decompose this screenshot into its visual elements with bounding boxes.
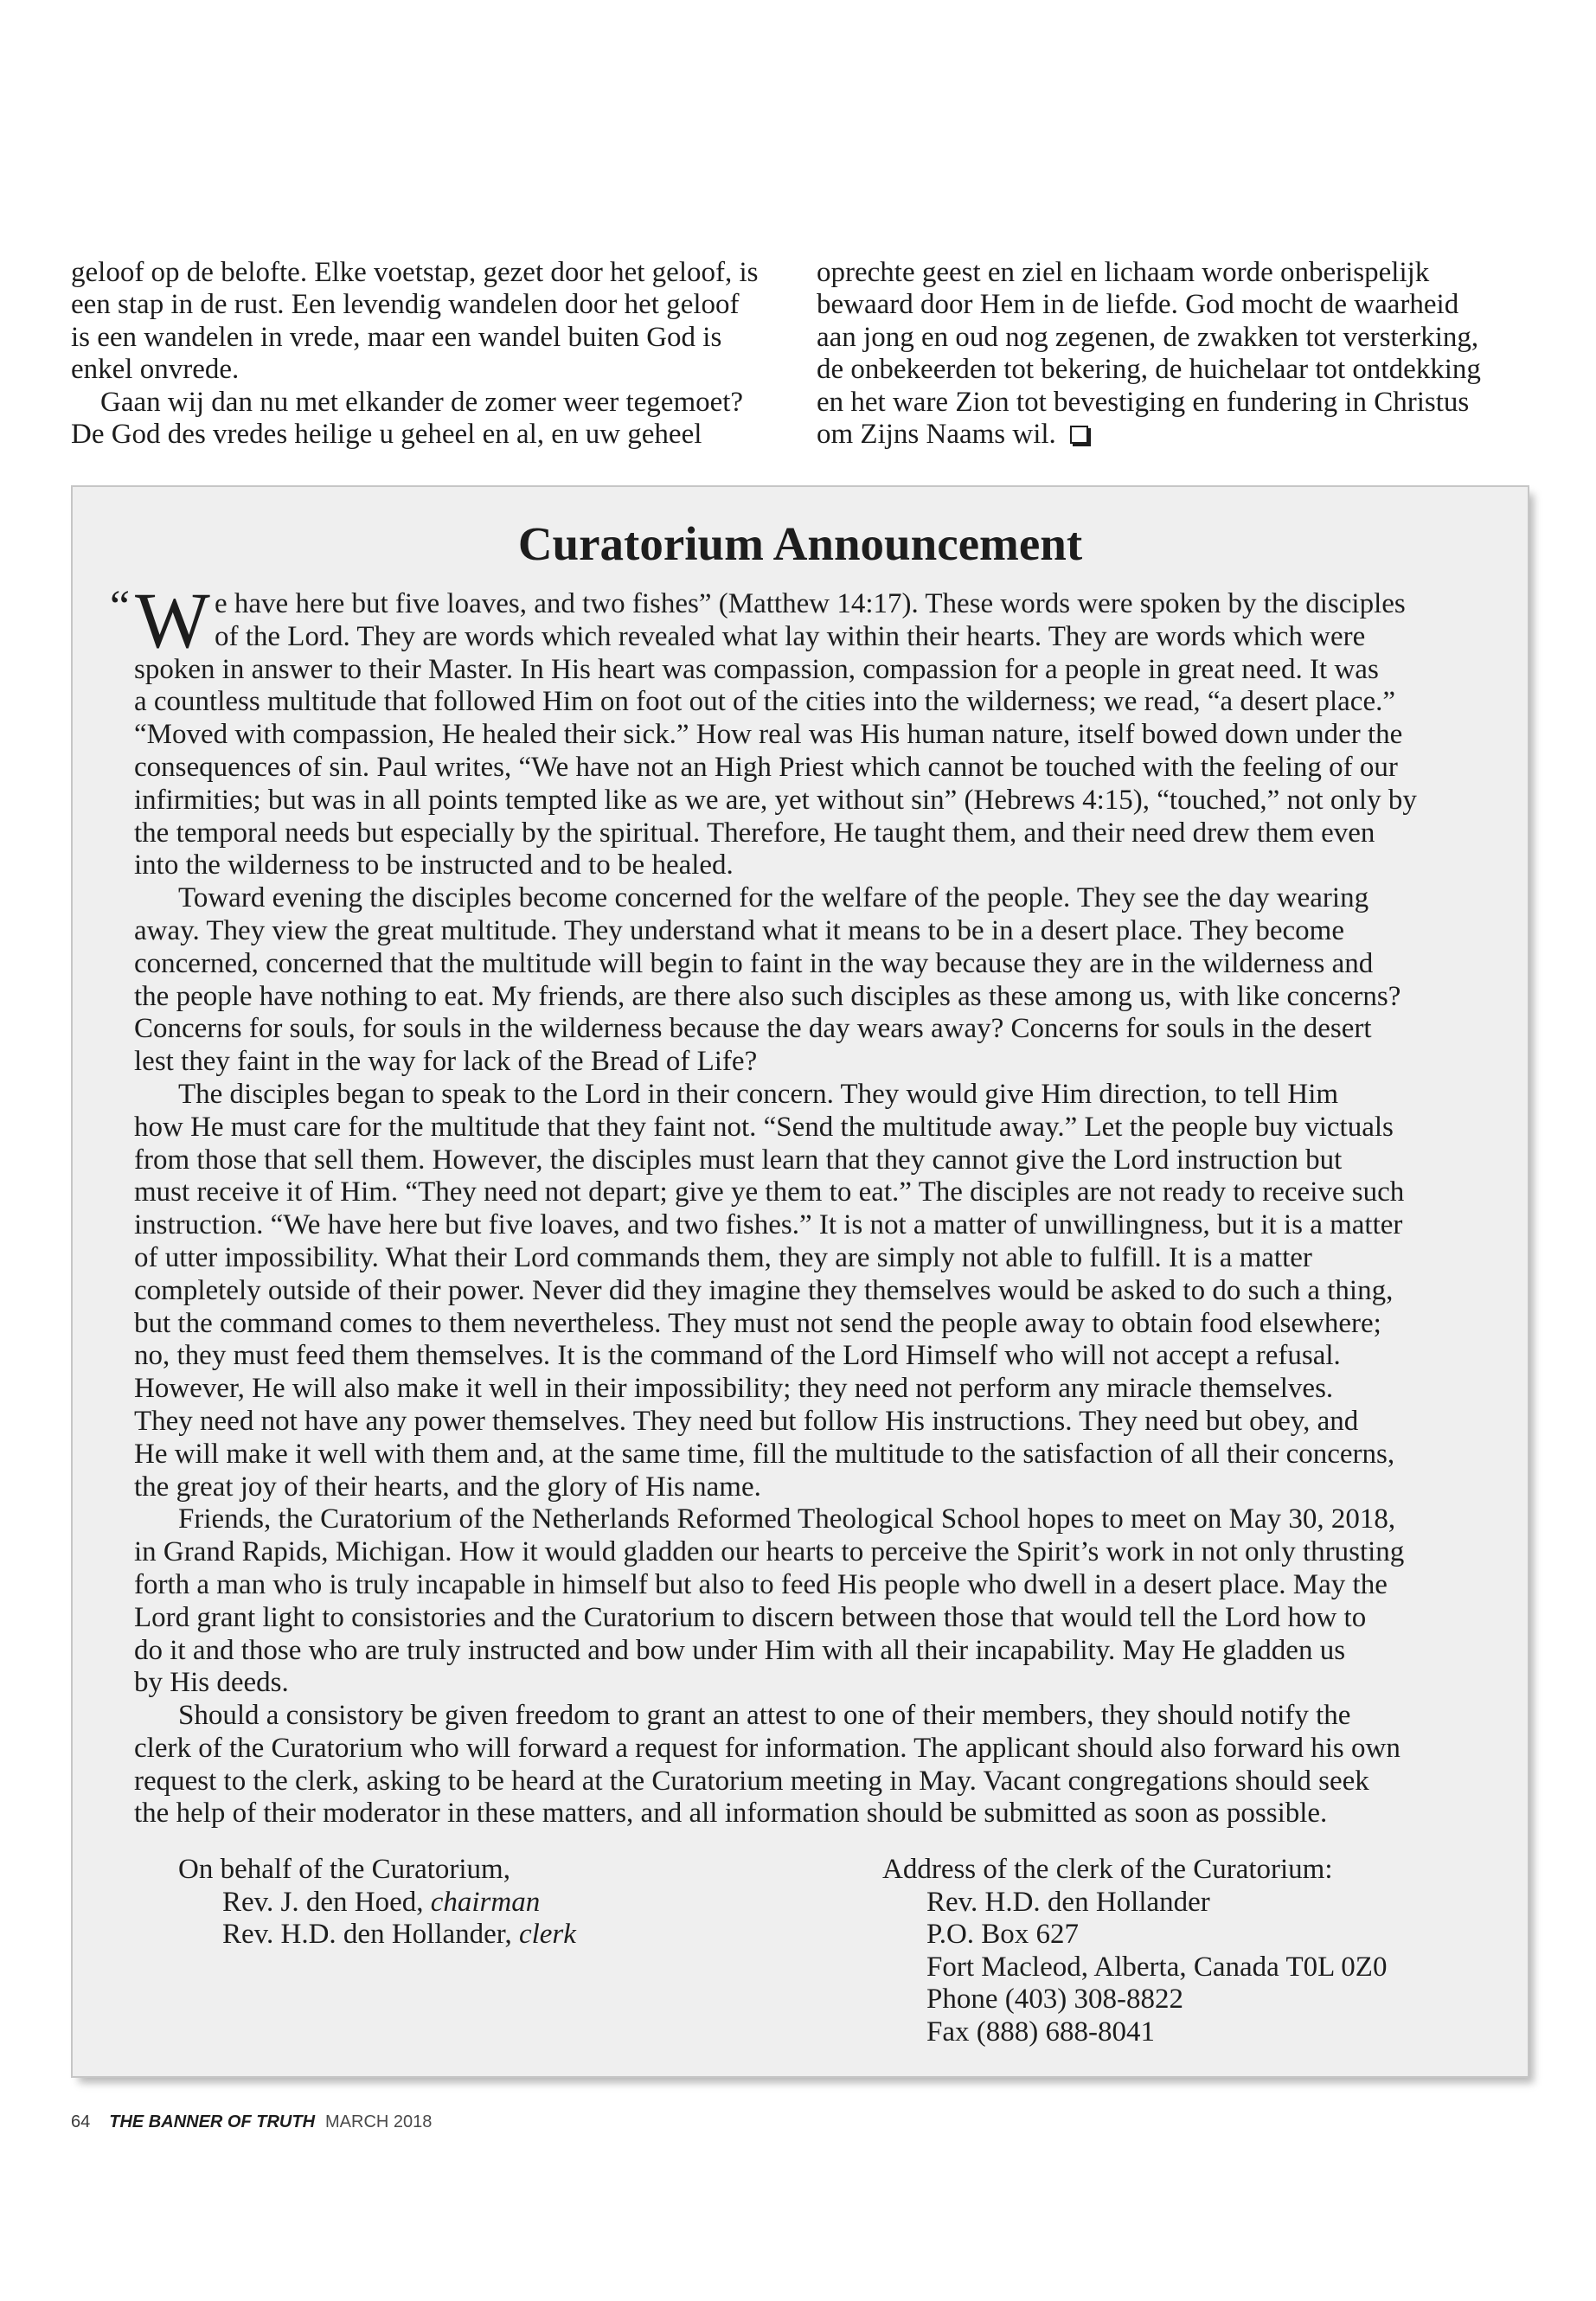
signer-role: chairman xyxy=(430,1886,541,1918)
address-line: P.O. Box 627 xyxy=(926,1919,1080,1951)
paragraph-line: of the Lord. They are words which revealed what lay within their hearts. They are words which were xyxy=(215,620,1366,652)
issue-date: MARCH 2018 xyxy=(325,2112,433,2131)
paragraph-line: away. They view the great multitude. They understand what it means to be in a desert place. They become xyxy=(134,914,1344,946)
text-line: is een wandelen in vrede, maar een wandel buiten God is xyxy=(71,321,722,353)
paragraph-line: He will make it well with them and, at the same time, fill the multitude to the satisfaction of all their concerns, xyxy=(134,1438,1395,1470)
paragraph-line: from those that sell them. However, the disciples must learn that they cannot give the Lord instruction but xyxy=(134,1144,1343,1176)
paragraph-line: into the wilderness to be instructed and to be healed. xyxy=(134,849,734,881)
paragraph xyxy=(134,1503,1509,1700)
address-line: Phone (403) 308-8822 xyxy=(926,1984,1183,2016)
paragraph-line: Should a consistory be given freedom to grant an attest to one of their members, they should notify the xyxy=(178,1700,1351,1732)
signature-intro: On behalf of the Curatorium, xyxy=(178,1854,510,1885)
paragraph-line: must receive it of Him. “They need not depart; give ye them to eat.” The disciples are not ready to receive such xyxy=(134,1176,1405,1208)
paragraph xyxy=(134,1079,1509,1503)
paragraph-line: Toward evening the disciples become concerned for the welfare of the people. They see the day wearing xyxy=(178,882,1369,914)
page-footer xyxy=(71,2112,432,2132)
paragraph-line: the people have nothing to eat. My friends, are there also such disciples as these among us, with like concerns? xyxy=(134,980,1401,1012)
text-line: bewaard door Hem in de liefde. God mocht de waarheid xyxy=(817,289,1459,321)
text-line: oprechte geest en ziel en lichaam worde onberispelijk xyxy=(817,257,1430,288)
address-line: Fort Macleod, Alberta, Canada T0L 0Z0 xyxy=(926,1951,1388,1983)
paragraph-line: consequences of sin. Paul writes, “We have not an High Priest which cannot be touched with the feeling of our xyxy=(134,751,1398,783)
page-number: 64 xyxy=(71,2112,91,2131)
paragraph-line: the help of their moderator in these matters, and all information should be submitted as soon as possible. xyxy=(134,1798,1328,1830)
text-line: De God des vredes heilige u geheel en al, en uw geheel xyxy=(71,419,702,451)
paragraph-line: They need not have any power themselves. They need but follow His instructions. They need but obey, and xyxy=(134,1405,1359,1437)
paragraph-line: infirmities; but was in all points tempted like as we are, yet without sin” (Hebrews 4:15), “touched,” not only by xyxy=(134,784,1417,816)
text-line: Gaan wij dan nu met elkander de zomer weer tegemoet? xyxy=(100,386,744,418)
paragraph-line: Friends, the Curatorium of the Netherlands Reformed Theological School hopes to meet on May 30, 2018, xyxy=(178,1503,1396,1535)
paragraph-line: forth a man who is truly incapable in himself but also to feed His people who dwell in a desert place. May the xyxy=(134,1568,1388,1600)
paragraph-line: completely outside of their power. Never did they imagine they themselves would be asked to do such a thing, xyxy=(134,1274,1394,1306)
paragraph-line: spoken in answer to their Master. In His heart was compassion, compassion for a people in great need. It was xyxy=(134,653,1379,685)
paragraph-line: by His deeds. xyxy=(134,1667,289,1699)
paragraph-line: However, He will also make it well in their impossibility; they need not perform any miracle themselves. xyxy=(134,1373,1334,1405)
paragraph-line: Concerns for souls, for souls in the wilderness because the day wears away? Concerns for souls in the desert xyxy=(134,1013,1372,1045)
announcement-box xyxy=(73,487,1528,2076)
paragraph xyxy=(134,882,1509,1079)
paragraph-line: concerned, concerned that the multitude will begin to faint in the way because they are in the wilderness and xyxy=(134,947,1374,979)
previous-article-left-column xyxy=(71,257,798,451)
paragraph-line: “Moved with compassion, He healed their sick.” How real was His human nature, itself bowed down under the xyxy=(134,719,1403,751)
signer-name: Rev. J. den Hoed, xyxy=(222,1886,424,1918)
text-line-last xyxy=(817,419,1578,451)
text-line: een stap in de rust. Een levendig wandelen door het geloof xyxy=(71,289,740,321)
paragraph-line: no, they must feed them themselves. It is the command of the Lord Himself who will not accept a refusal. xyxy=(134,1340,1341,1372)
paragraph-line: the great joy of their hearts, and the glory of His name. xyxy=(134,1471,761,1503)
paragraph-line: in Grand Rapids, Michigan. How it would gladden our hearts to perceive the Spirit’s work in not only thrusting xyxy=(134,1536,1405,1568)
paragraph-line: The disciples began to speak to the Lord in their concern. They would give Him direction, to tell Him xyxy=(178,1078,1339,1110)
signature-block xyxy=(178,1854,576,1952)
text-line: enkel onvrede. xyxy=(71,354,240,386)
end-of-article-box-icon xyxy=(1070,426,1088,444)
text-line: geloof op de belofte. Elke voetstap, gezet door het geloof, is xyxy=(71,257,759,288)
publication-name: THE BANNER OF TRUTH xyxy=(109,2112,316,2131)
paragraph-line: a countless multitude that followed Him on foot out of the cities into the wilderness; we read, “a desert place.” xyxy=(134,686,1395,718)
paragraph-line: clerk of the Curatorium who will forward a request for information. The applicant should also forward his own xyxy=(134,1732,1401,1764)
paragraph-line: request to the clerk, asking to be heard at the Curatorium meeting in May. Vacant congregations should seek xyxy=(134,1765,1369,1797)
paragraph xyxy=(134,588,1509,882)
address-heading: Address of the clerk of the Curatorium: xyxy=(882,1854,1333,1885)
previous-article-right-column xyxy=(817,257,1578,451)
text-line-content: om Zijns Naams wil. xyxy=(817,419,1056,451)
text-line: en het ware Zion tot bevestiging en fundering in Christus xyxy=(817,386,1470,418)
paragraph xyxy=(134,1700,1509,1830)
paragraph-line: how He must care for the multitude that they faint not. “Send the multitude away.” Let the people buy victuals xyxy=(134,1111,1394,1143)
paragraph-line: lest they faint in the way for lack of the Bread of Life? xyxy=(134,1046,758,1078)
paragraph-line: of utter impossibility. What their Lord commands them, they are simply not able to fulfill. It is a matter xyxy=(134,1241,1312,1273)
paragraph-line: but the command comes to them nevertheless. They must not send the people away to obtain food elsewhere; xyxy=(134,1307,1381,1339)
announcement-body xyxy=(134,588,1509,1830)
signer-line xyxy=(178,1887,576,1920)
announcement-title: Curatorium Announcement xyxy=(517,517,1083,570)
signer-name: Rev. H.D. den Hollander, xyxy=(222,1919,512,1951)
paragraph-line: the temporal needs but especially by the spiritual. Therefore, He taught them, and their need drew them even xyxy=(134,817,1375,849)
text-line: aan jong en oud nog zegenen, de zwakken tot versterking, xyxy=(817,321,1479,353)
clerk-address-block xyxy=(882,1854,1387,2049)
opening-quote-mark: “ xyxy=(110,582,131,631)
address-line: Fax (888) 688-8041 xyxy=(926,2016,1155,2048)
signer-role: clerk xyxy=(518,1919,576,1951)
paragraph-line: Lord grant light to consistories and the Curatorium to discern between those that would tell the Lord how to xyxy=(134,1601,1367,1633)
paragraph-line: instruction. “We have here but five loaves, and two fishes.” It is not a matter of unwillingness, but it is a matter xyxy=(134,1209,1403,1241)
address-line: Rev. H.D. den Hollander xyxy=(926,1886,1210,1918)
text-line: de onbekeerden tot bekering, de huichelaar tot ontdekking xyxy=(817,354,1481,386)
paragraph-line: do it and those who are truly instructed and bow under Him with all their incapability. May He gladden us xyxy=(134,1634,1346,1666)
paragraph-line: e have here but five loaves, and two fishes” (Matthew 14:17). These words were spoken by the disciples xyxy=(215,588,1406,619)
signer-line xyxy=(178,1919,576,1952)
drop-cap: W xyxy=(135,576,210,664)
